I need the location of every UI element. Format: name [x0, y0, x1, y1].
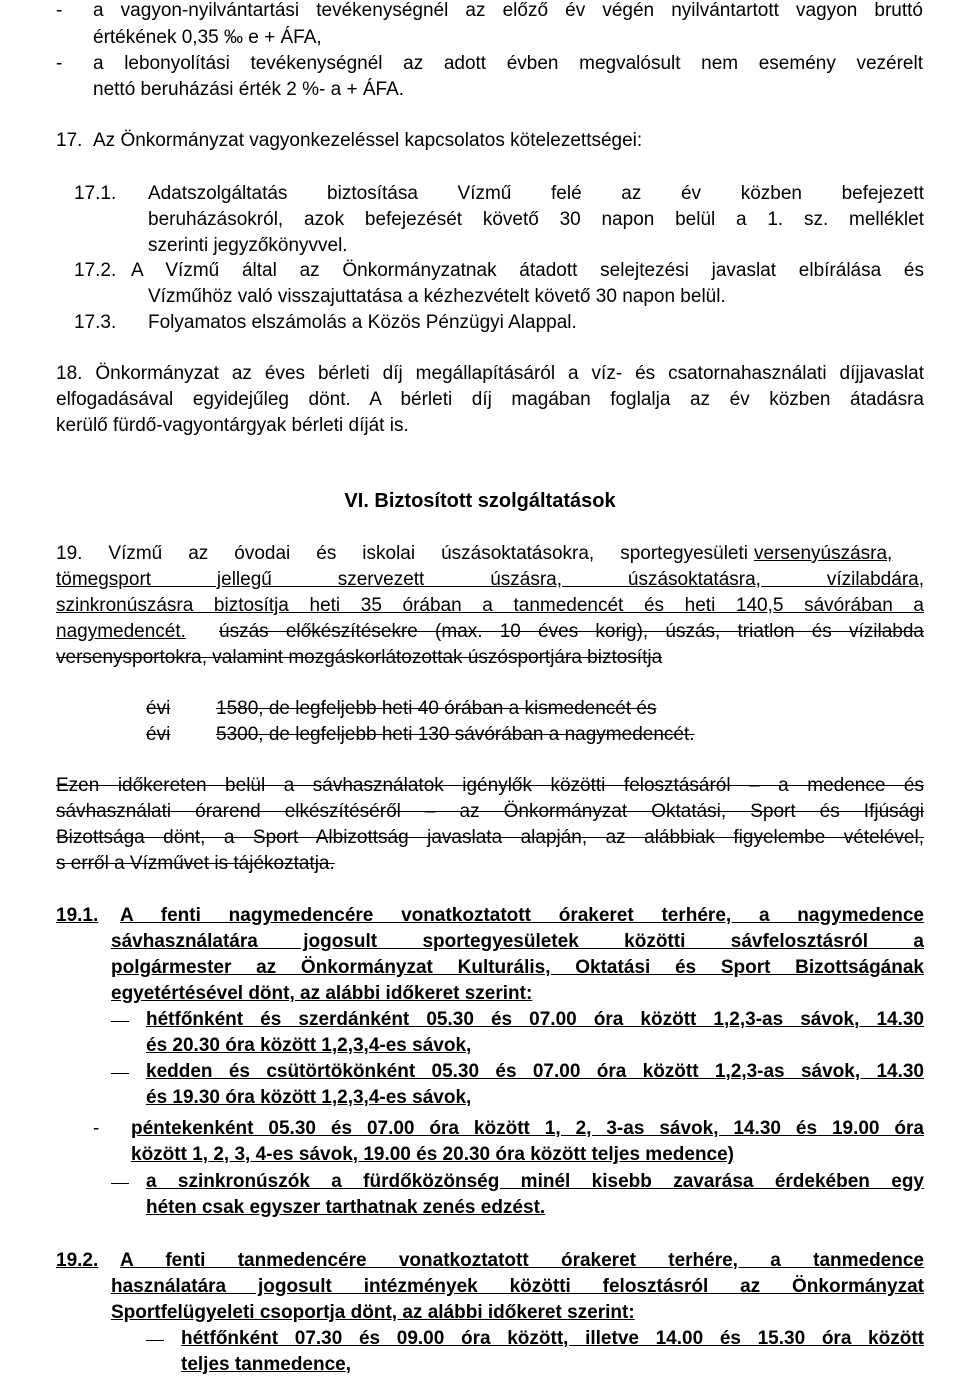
bullet-text: péntekenként 05.30 és 07.00 óra között 1, 2, 3-as sávok, 14.30 és 19.00 óra [131, 1118, 924, 1139]
item18-text: 18. Önkormányzat az éves bérleti díj megállapításáról a víz- és csatornahasználati díjjavaslat [56, 363, 924, 384]
item19-text-struck: úszás előkészítésekre (max. 10 éves korig), úszás, triatlon és vízilabda [219, 621, 924, 642]
frame-text-struck: Bizottsága dönt, a Sport Albizottság javaslata alapján, az alábbiak figyelembe vételével, [56, 827, 924, 848]
item19-2-text: használatára jogosult intézmények közötti felosztásról az Önkormányzat [111, 1276, 924, 1297]
item19-1-text: egyetértésével dönt, az alábbi időkeret szerint: [111, 983, 533, 1004]
item19-2-text: A fenti tanmedencére vonatkoztatott órakeret terhére, a tanmedence [120, 1250, 924, 1271]
bullet-text: és 20.30 óra között 1,2,3,4-es sávok, [146, 1035, 472, 1056]
annual-text: 5300, de legfeljebb heti 130 sávórában a nagymedencét. [216, 724, 695, 745]
bullet-dash [146, 1340, 164, 1341]
item19-text: 19. Vízmű az óvodai és iskolai úszásoktatásokra, sportegyesületi [56, 543, 748, 564]
item18-text: kerülő fürdő-vagyontárgyak bérleti díját is. [56, 415, 409, 436]
item-number: 17. [56, 130, 83, 151]
bullet-dash [111, 1183, 129, 1184]
subitem-text: Vízműhöz való visszajuttatása a kézhezvételt követő 30 napon belül. [148, 286, 726, 307]
subitem-text: beruházásokról, azok befejezését követő 30 napon belül a 1. sz. melléklet [148, 209, 924, 230]
annual-label: évi [146, 698, 171, 719]
bullet-dash: - [56, 53, 63, 74]
bullet-text: héten csak egyszer tarthatnak zenés edzést. [146, 1197, 546, 1218]
bullet-dash: - [93, 1118, 100, 1139]
subitem-number: 17.2. [74, 260, 117, 281]
bullet-text: között 1, 2, 3, 4-es sávok, 19.00 és 20.30 óra között teljes medence) [131, 1144, 735, 1165]
item19-1-text: polgármester az Önkormányzat Kulturális, Oktatási és Sport Bizottságának [111, 957, 924, 978]
bullet-dash [111, 1073, 129, 1074]
subitem-text: Folyamatos elszámolás a Közös Pénzügyi Alappal. [148, 312, 577, 333]
bullet-text: és 19.30 óra között 1,2,3,4-es sávok, [146, 1087, 472, 1108]
subitem-number: 19.2. [56, 1250, 99, 1271]
subitem-number: 17.1. [74, 183, 117, 204]
item-title: Az Önkormányzat vagyonkezeléssel kapcsolatos kötelezettségei: [93, 130, 643, 151]
subitem-number: 19.1. [56, 905, 99, 926]
item19-text-underlined: nagymedencét. [56, 621, 186, 642]
item19-2-text: Sportfelügyeleti csoportja dönt, az alábbi időkeret szerint: [111, 1302, 635, 1323]
bullet-text: a szinkronúszók a fürdőközönség minél kisebb zavarása érdekében egy [146, 1171, 924, 1192]
frame-text-struck: Ezen időkereten belül a sávhasználatok igénylők közötti felosztásáról – a medence és [56, 775, 924, 796]
item19-text-underlined: szinkronúszásra biztosítja heti 35 órában a tanmedencét és heti 140,5 sávórában a [56, 595, 924, 616]
bullet-text: a lebonyolítási tevékenységnél az adott évben megvalósult nem esemény vezérelt [93, 53, 923, 74]
bullet-text: hétfőnként és szerdánként 05.30 és 07.00 óra között 1,2,3-as sávok, 14.30 [146, 1009, 924, 1030]
frame-text-struck: sávhasználati órarend elkészítéséről – az Önkormányzat Oktatási, Sport és Ifjúsági [56, 801, 924, 822]
item19-text-underlined: versenyúszásra, [754, 543, 893, 564]
bullet-text: értékének 0,35 ‰ e + ÁFA, [93, 27, 322, 48]
bullet-dash [111, 1021, 129, 1022]
item18-text: elfogadásával egyidejűleg dönt. A bérleti díj magában foglalja az év közben átadásra [56, 389, 924, 410]
annual-label: évi [146, 724, 171, 745]
bullet-text: hétfőnként 07.30 és 09.00 óra között, illetve 14.00 és 15.30 óra között [181, 1328, 924, 1349]
subitem-text: Adatszolgáltatás biztosítása Vízmű felé az év közben befejezett [148, 183, 924, 204]
item19-1-text: A fenti nagymedencére vonatkoztatott órakeret terhére, a nagymedence [120, 905, 924, 926]
annual-text: 1580, de legfeljebb heti 40 órában a kismedencét és [216, 698, 657, 719]
bullet-text: nettó beruházási érték 2 %- a + ÁFA. [93, 79, 405, 100]
bullet-dash: - [56, 0, 63, 21]
section-heading: VI. Biztosított szolgáltatások [344, 490, 616, 512]
subitem-text: szerinti jegyzőkönyvvel. [148, 235, 348, 256]
subitem-number: 17.3. [74, 312, 117, 333]
bullet-text: a vagyon-nyilvántartási tevékenységnél az előző év végén nyilvántartott vagyon bruttó [93, 0, 923, 21]
subitem-text: A Vízmű által az Önkormányzatnak átadott selejtezési javaslat elbírálása és [131, 260, 924, 281]
item19-text-struck: versenysportokra, valamint mozgáskorlátozottak úszósportjára biztosítja [56, 647, 663, 668]
bullet-text: kedden és csütörtökönként 05.30 és 07.00 óra között 1,2,3-as sávok, 14.30 [146, 1061, 924, 1082]
item19-text-underlined: tömegsport jellegű szervezett úszásra, úszásoktatásra, vízilabdára, [56, 569, 924, 590]
frame-text-struck: s erről a Vízművet is tájékoztatja. [56, 853, 335, 874]
bullet-text: teljes tanmedence, [181, 1354, 352, 1375]
item19-1-text: sávhasználatára jogosult sportegyesületek közötti sávfelosztásról a [111, 931, 924, 952]
